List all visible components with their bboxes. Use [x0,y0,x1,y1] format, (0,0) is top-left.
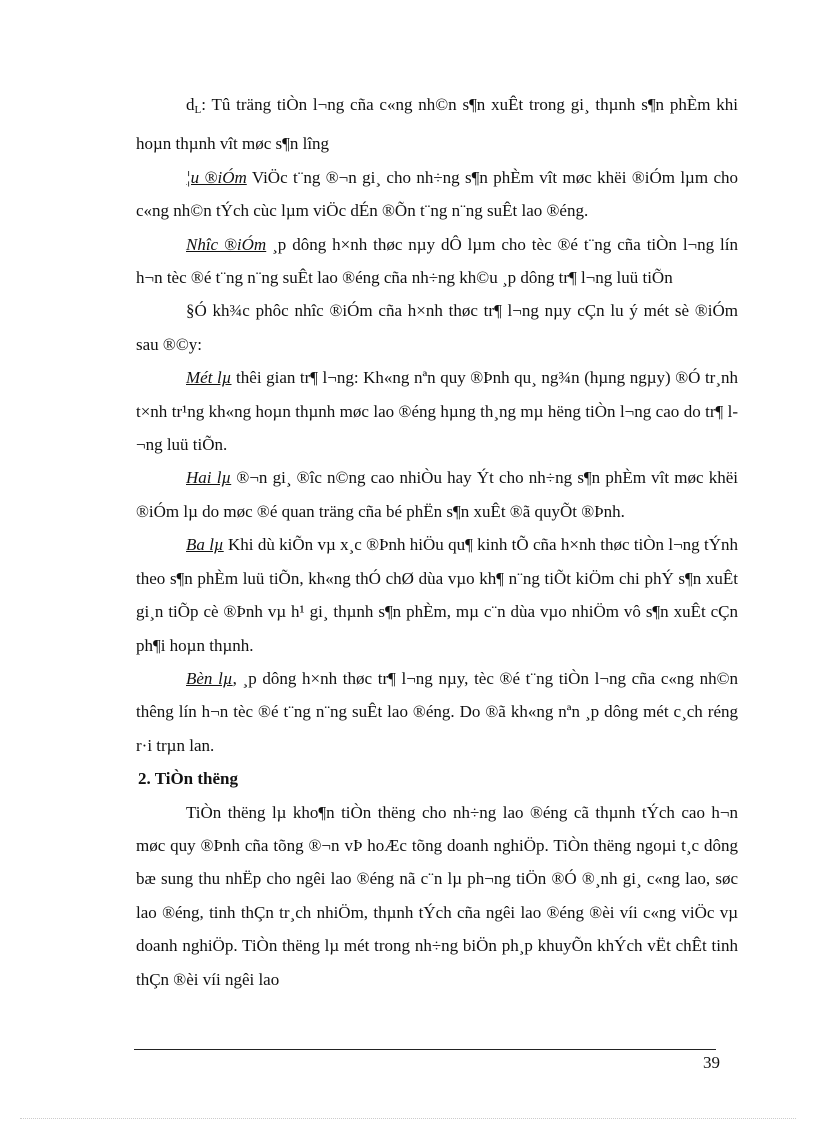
paragraph-text: , ¸p dông h×nh thøc tr¶ l¬ng nµy, tèc ®é t¨ng tiÒn l¬ng cña c«ng nh©n thêng lín h¬n tèc ®é t¨ng n¨ng suÊt lao ®éng. Do ®ã kh«ng nªn ¸p dông mét c¸ch réng r·i trµn lan. [136,668,738,755]
paragraph-text: ®¬n gi¸ ®îc n©ng cao nhiÒu hay Ýt cho nh÷ng s¶n phÈm vît møc khëi ®iÓm lµ do møc ®é quan träng cña bé phËn s¶n xuÊt ®ã quyÕt ®Þnh. [136,468,738,521]
paragraph-point-one [136,361,738,461]
variable-d: d [186,95,195,114]
page-number: 39 [703,1053,720,1072]
paragraph-text: TiÒn thëng lµ kho¶n tiÒn thëng cho nh÷ng lao ®éng cã thµnh tÝch cao h¬n møc quy ®Þnh cña tõng ®¬n vÞ hoÆc tõng doanh nghiÖp. TiÒn thëng ngoµi t¸c dông bæ sung thu nhËp cho ngêi lao ®éng nã c¨n lµ ph¬ng tiÖn ®Ó ®¸nh gi¸ c«ng lao, søc lao ®éng, tinh thÇn tr¸ch nhiÖm, thµnh tÝch cña ngêi lao ®éng ®èi víi c«ng viÖc vµ doanh nghiÖp. TiÒn thëng lµ mét trong nh÷ng biÖn ph¸p khuyÕn khÝch vËt chÊt tinh thÇn ®èi víi ngêi lao [136,802,738,989]
paragraph-text: : Tû träng tiÒn l¬ng cña c«ng nh©n s¶n xuÊt trong gi¸ thµnh s¶n phÈm khi hoµn thµnh vît møc s¶n lîng [136,95,738,154]
paragraph-point-two [136,461,738,528]
footer-rule [134,1049,716,1050]
paragraph-point-four [136,662,738,762]
paragraph-remedy-intro [136,294,738,361]
label-disadvantage: Nhîc ®iÓm [186,234,267,254]
label-point-two: Hai lµ [186,468,232,488]
paragraph-formula-note [136,88,738,161]
section-heading: 2. TiÒn thëng [138,769,238,789]
label-point-four: Bèn lµ [186,668,233,688]
paragraph-text: thêi gian tr¶ l¬ng: Kh«ng nªn quy ®Þnh qu¸ ng¾n (hµng ngµy) ®Ó tr¸nh t×nh tr¹ng kh«ng hoµn thµnh møc lao ®éng hµng th¸ng mµ hëng tiÒn l¬ng cao do tr¶ l¬ng luü tiÕn. [136,368,738,455]
paragraph-text: ViÖc t¨ng ®¬n gi¸ cho nh÷ng s¶n phÈm vît møc khëi ®iÓm lµm cho c«ng nh©n tÝch cùc lµm viÖc dÉn ®Õn t¨ng n¨ng suÊt lao ®éng. [136,167,738,221]
label-point-one: Mét lµ [186,368,232,388]
paragraph-text: §Ó kh¾c phôc nhîc ®iÓm cña h×nh thøc tr¶ l¬ng nµy cÇn lu ý mét sè ®iÓm sau ®©y: [136,301,738,354]
body-text [136,88,738,996]
paragraph-point-three [136,528,738,662]
variable-subscript: L [194,104,202,116]
paragraph-text: Khi dù kiÕn vµ x¸c ®Þnh hiÖu qu¶ kinh tÕ cña h×nh thøc tiÒn l¬ng tÝnh theo s¶n phÈm luü tiÕn, kh«ng thÓ chØ dùa vµo kh¶ n¨ng tiÕt kiÖm chi phÝ s¶n xuÊt gi¸n tiÕp cè ®Þnh vµ h¹ gi¸ thµnh s¶n phÈm, mµ c¨n dùa vµo nhiÖm vô s¶n xuÊt cÇn ph¶i hoµn thµnh. [136,535,738,655]
paragraph-bonus [136,796,738,996]
paragraph-text: ¸p dông h×nh thøc nµy dÔ lµm cho tèc ®é t¨ng cña tiÒn l¬ng lín h¬n tèc ®é t¨ng n¨ng suÊt lao ®éng cña nh÷ng kh©u ¸p dông tr¶ l¬ng luü tiÕn [136,234,738,288]
label-point-three: Ba lµ [186,535,224,555]
page-bottom-divider [20,1118,796,1119]
paragraph-advantage [136,161,738,228]
paragraph-disadvantage [136,228,738,295]
label-advantage: ¦u ®iÓm [186,167,247,187]
